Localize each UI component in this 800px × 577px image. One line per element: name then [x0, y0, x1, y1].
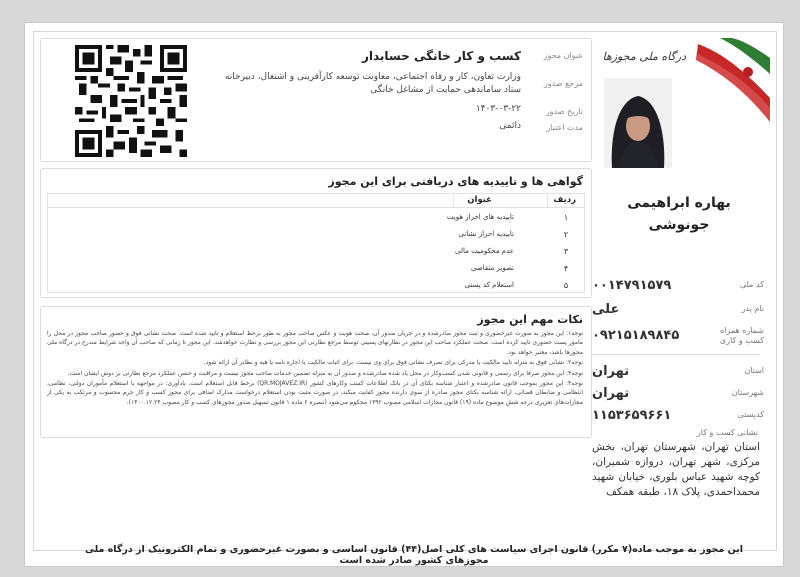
license-title-value: کسب و کار خانگی حسابدار [361, 49, 521, 63]
national-code-label: کد ملی [739, 280, 764, 289]
table-header [48, 194, 584, 208]
license-sheet [24, 22, 784, 567]
row-index: ۵ [563, 281, 569, 290]
notes-card [40, 306, 592, 438]
license-issuer-value: وزارت تعاون، کار و رفاه اجتماعی، معاونت توسعه کارآفرینی و اشتغال، دبیرخانه ستاد ساماندهی حمایت از مشاغل خانگی [224, 72, 521, 95]
province-value: تهران [592, 364, 630, 379]
mobile-row [586, 326, 764, 350]
license-issuer-row [203, 71, 583, 105]
address-label: نشانی کسب و کار [696, 428, 758, 437]
row-title: تصویر متقاضی [471, 264, 514, 272]
owner-photo [604, 78, 672, 168]
table-row [48, 261, 584, 277]
city-value: تهران [592, 386, 630, 401]
row-title: تاییدیه های احراز هویت [446, 213, 514, 221]
owner-last-name: جونوشی [648, 217, 710, 233]
father-row [586, 304, 764, 328]
city-label: شهرستان [731, 388, 764, 397]
national-code-value: ۰۰۱۴۷۹۱۵۷۹ [592, 278, 672, 293]
row-title: استعلام کد پستی [464, 281, 514, 289]
note-1: توجه۱: این مجوز به صورت غیرحضوری و ثبت مجوز صادرشده و در جریان صدور آن، صحت هویت و عکس صاحب مجوز به طور برخط استعلام و تایید شده است. صحت نشانی فوق و حضور صاحب مجوز در محل را مامور پست حضوری تایید کرده است. صحت عملکرد صاحب این مجوز در نظارتهای پسینی توسط مرجع نظارتی این مجوز بررسی و نظارت خواهدشد. این مجوز تا زمانی که صاحب آن واجد شرایط مندرج در درگاه ملی مجوزها باشد، معتبر خواهد بود. [47, 330, 583, 356]
table-row [48, 210, 584, 226]
license-date-row [203, 103, 583, 119]
row-index: ۱ [563, 213, 569, 222]
row-index: ۳ [563, 247, 569, 256]
row-index: ۴ [563, 264, 569, 273]
license-card [40, 38, 592, 162]
license-validity-row [203, 119, 583, 135]
license-validity-value: دائمی [499, 121, 521, 131]
license-validity-label: مدت اعتبار [546, 123, 583, 132]
license-title-label: عنوان مجوز [543, 51, 583, 60]
postal-value: ۱۱۵۳۶۵۹۶۶۱ [592, 408, 672, 423]
divider [592, 354, 760, 355]
address-value: استان تهران، شهرستان تهران، بخش مرکزی، شهر تهران، دروازه شمیران، کوچه شهید عباس بلوری، خیابان شهید محمداحمدی، پلاک ۱۸، طبقه همکف [592, 441, 760, 498]
owner-panel [584, 38, 770, 538]
father-value: علی [592, 302, 620, 317]
note-2: توجه۲: نشانی فوق به منزله تایید مالکیت یا مدرکی برای تصرف نشانی فوق برای وی نیست. برای اثبات مالکیت یا اجاره نامه یا هبه و نظایر آن ارائه شود. [203, 359, 583, 367]
column-divider [547, 194, 548, 208]
license-date-value: ۱۴۰۳-۰۳-۲۲ [475, 104, 521, 114]
mobile-value: ۰۹۲۱۵۱۸۹۸۴۵ [592, 328, 680, 343]
column-divider [453, 194, 454, 208]
owner-first-name: بهاره ابراهیمی [627, 195, 731, 211]
row-title: تاییدیه احراز نشانی [458, 230, 514, 238]
table-row [48, 227, 584, 243]
qr-code[interactable] [75, 45, 187, 157]
certificates-table [47, 193, 585, 293]
father-label: نام پدر [741, 304, 764, 313]
license-issuer-label: مرجع صدور [543, 79, 583, 88]
note-3: توجه۳: این مجوز صرفا برای رسمی و قانونی شدن کسب‌وکار در محل یاد شده صادرشده و صدور آن به منزله تضمین خدمات صاحب مجوز نیست و مراقبت و حسن عملکرد مرجع نظارتی بر دوش ایشان است. [67, 369, 583, 377]
col-title-header: عنوان [467, 195, 492, 205]
owner-name [624, 192, 734, 236]
brand-logo: درگاه ملی مجوزها [602, 50, 686, 63]
mobile-label: شماره همراه کسب و کاری [719, 326, 764, 345]
postal-label: کدپستی [737, 410, 764, 419]
footer-legal-note: این مجوز به موجب ماده(۷ مکرر) قانون اجرای سیاست های کلی اصل(۴۴) قانون اساسی و بصورت غیرحضوری و تمام الکترونیک از درگاه ملی مجوزهای کشور صادر شده است [85, 544, 743, 566]
row-title: عدم محکومیت مالی [455, 247, 514, 255]
license-frame [33, 31, 777, 566]
certificates-title: گواهی ها و تاییدیه های دریافتی برای این مجوز [328, 175, 583, 188]
table-row [48, 244, 584, 260]
province-label: استان [744, 366, 764, 375]
table-row [48, 278, 584, 294]
notes-body [47, 329, 583, 408]
national-code-row [586, 280, 764, 304]
notes-title: نکات مهم این مجوز [477, 313, 583, 326]
license-date-label: تاریخ صدور [545, 107, 583, 116]
certificates-card [40, 168, 592, 298]
note-4: توجه۴: این مجوز بموجب قانون صادرشده و اعتبار شناسه یکتای آن در بانک اطلاعات کسب وکارهای کشور (QR.MOJAVEZ.IR) برخط قابل استعلام است. یادآوری: در مواجهه با استعلام مأموران دولتی، نظامی، انتظامی و ضابطان قضائی، ارائه شناسه یکتای مجوز صادره از سوی دارنده مجوز کفایت میکند. در صورت مثبت بودن استعلام درخواست مدارک اضافی برای مجوز کسب و کار جرم محسوب و مرتکب به یکی از مجازات‌های تعزیری درجه شش موضوع ماده (۱۹) قانون مجازات اسلامی مصوب ۱۳۹۲ محکوم می‌شود (تبصره ۶ ماده ۱ قانون تسهیل صدور مجوزهای کسب و کار مصوب ۱۴۰۰.۱۲.۲۴). [47, 380, 583, 406]
row-index: ۲ [563, 230, 569, 239]
col-row-header: ردیف [553, 195, 576, 205]
iran-flag-icon [690, 38, 770, 122]
license-title-row [203, 49, 583, 65]
